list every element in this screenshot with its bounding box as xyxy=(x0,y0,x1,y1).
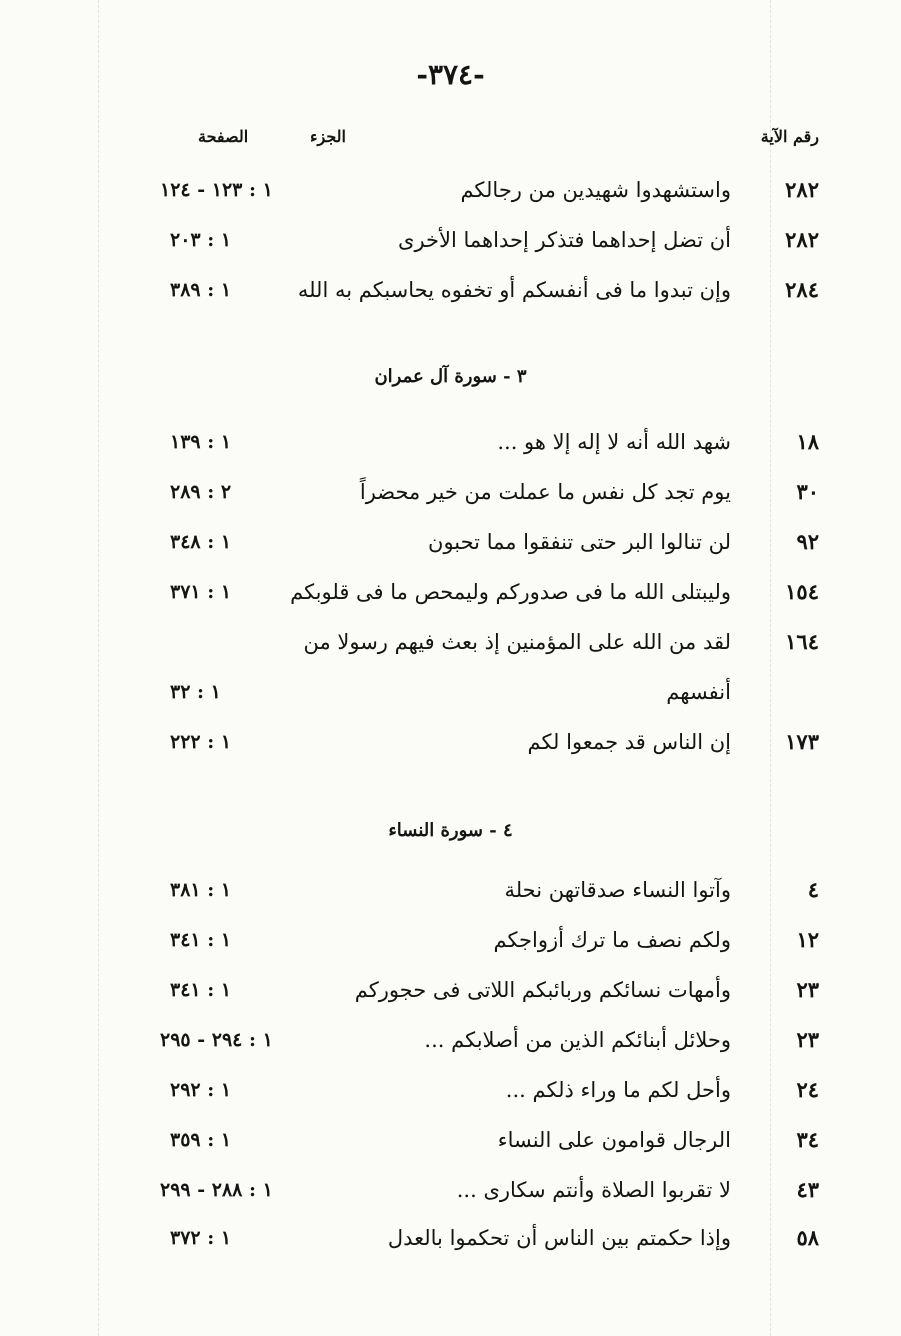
index-row xyxy=(0,422,901,462)
volume-page-ref: ١ : ٣٤٨ xyxy=(170,531,232,553)
ayah-number: ١٥٤ xyxy=(785,579,819,604)
index-row xyxy=(0,220,901,260)
ayah-number: ٢٣ xyxy=(796,1027,819,1052)
verse-text: إن الناس قد جمعوا لكم xyxy=(527,730,731,754)
verse-text: لن تنالوا البر حتى تنفقوا مما تحبون xyxy=(428,530,731,554)
ayah-number: ٣٠ xyxy=(796,479,819,504)
ayah-number: ٢٣ xyxy=(796,977,819,1002)
section-heading: ٤ - سورة النساء xyxy=(388,820,513,841)
volume-page-ref: ١ : ٣٥٩ xyxy=(170,1129,232,1151)
index-row xyxy=(0,970,901,1010)
index-row xyxy=(0,1120,901,1160)
header-ayah: رقم الآية xyxy=(760,127,819,146)
verse-text: وإذا حكمتم بين الناس أن تحكموا بالعدل xyxy=(387,1226,731,1250)
verse-text: وأمهات نسائكم وربائبكم اللاتى فى حجوركم xyxy=(354,978,731,1002)
header-juz: الجزء xyxy=(310,127,346,146)
volume-page-ref: ١ : ٣٨١ xyxy=(170,879,232,901)
ayah-number: ٥٨ xyxy=(796,1225,819,1250)
ayah-number: ٤٣ xyxy=(796,1177,819,1202)
volume-page-ref: ١ : ٢٢٢ xyxy=(170,731,232,753)
ayah-number: ٢٨٢ xyxy=(785,177,819,202)
verse-text: وإن تبدوا ما فى أنفسكم أو تخفوه يحاسبكم به الله xyxy=(297,278,731,302)
volume-page-ref: ١ : ٣٧٢ xyxy=(170,1227,232,1249)
section-heading: ٣ - سورة آل عمران xyxy=(374,366,527,387)
volume-page-ref: ١ : ٣٤١ xyxy=(170,929,232,951)
volume-page-ref: ١ : ٣٤١ xyxy=(170,979,232,1001)
index-row xyxy=(0,1218,901,1258)
index-row xyxy=(0,572,901,612)
verse-text: شهد الله أنه لا إله إلا هو ... xyxy=(497,430,731,454)
verse-text: وآتوا النساء صدقاتهن نحلة xyxy=(504,878,731,902)
verse-text: الرجال قوامون على النساء xyxy=(497,1128,731,1152)
ayah-number: ١٧٣ xyxy=(785,729,819,754)
volume-page-ref: ١ : ٣٧١ xyxy=(170,581,232,603)
verse-text: أن تضل إحداهما فتذكر إحداهما الأخرى xyxy=(398,228,731,252)
volume-page-ref: ١ : ٢٩٢ xyxy=(170,1079,232,1101)
verse-text: يوم تجد كل نفس ما عملت من خير محضراً xyxy=(359,480,731,504)
index-row xyxy=(0,472,901,512)
header-page: الصفحة xyxy=(198,127,249,146)
page-number: -٣٧٤- xyxy=(416,58,485,91)
verse-text: لقد من الله على المؤمنين إذ بعث فيهم رسولا من xyxy=(303,630,731,654)
ayah-number: ١٦٤ xyxy=(785,629,819,654)
volume-page-ref: ١ : ٣٨٩ xyxy=(170,279,232,301)
verse-text: ولكم نصف ما ترك أزواجكم xyxy=(493,928,731,952)
ayah-number: ٩٢ xyxy=(796,529,819,554)
index-row xyxy=(0,1170,901,1210)
index-row xyxy=(0,522,901,562)
verse-text: وليبتلى الله ما فى صدوركم وليمحص ما فى قلوبكم xyxy=(290,580,731,604)
verse-text: وأحل لكم ما وراء ذلكم ... xyxy=(505,1078,731,1102)
verse-text: أنفسهم xyxy=(666,680,731,704)
verse-text: لا تقربوا الصلاة وأنتم سكارى ... xyxy=(456,1178,731,1202)
index-row xyxy=(0,920,901,960)
ayah-number: ٢٨٤ xyxy=(785,277,819,302)
ayah-number: ٤ xyxy=(807,877,819,902)
volume-page-ref: ١ : ٢٩٤ - ٢٩٥ xyxy=(160,1029,273,1051)
volume-page-ref: ١ : ١٢٣ - ١٢٤ xyxy=(160,179,273,201)
ayah-number: ٢٨٢ xyxy=(785,227,819,252)
volume-page-ref: ١ : ٢٠٣ xyxy=(170,229,232,251)
ayah-number: ٣٤ xyxy=(796,1127,819,1152)
index-row xyxy=(0,672,901,712)
index-row xyxy=(0,1070,901,1110)
verse-text: واستشهدوا شهيدين من رجالكم xyxy=(460,178,731,202)
volume-page-ref: ١ : ٢٨٨ - ٢٩٩ xyxy=(160,1179,273,1201)
volume-page-ref: ١ : ١٣٩ xyxy=(170,431,232,453)
volume-page-ref: ٢ : ٢٨٩ xyxy=(170,481,232,503)
volume-page-ref: ١ : ٣٢ xyxy=(170,681,221,703)
index-row xyxy=(0,170,901,210)
ayah-number: ١٨ xyxy=(796,429,819,454)
ayah-number: ٢٤ xyxy=(796,1077,819,1102)
index-row xyxy=(0,1020,901,1060)
index-row xyxy=(0,722,901,762)
verse-text: وحلائل أبنائكم الذين من أصلابكم ... xyxy=(424,1028,731,1052)
ayah-number: ١٢ xyxy=(796,927,819,952)
index-row xyxy=(0,622,901,662)
index-row xyxy=(0,270,901,310)
index-row xyxy=(0,870,901,910)
